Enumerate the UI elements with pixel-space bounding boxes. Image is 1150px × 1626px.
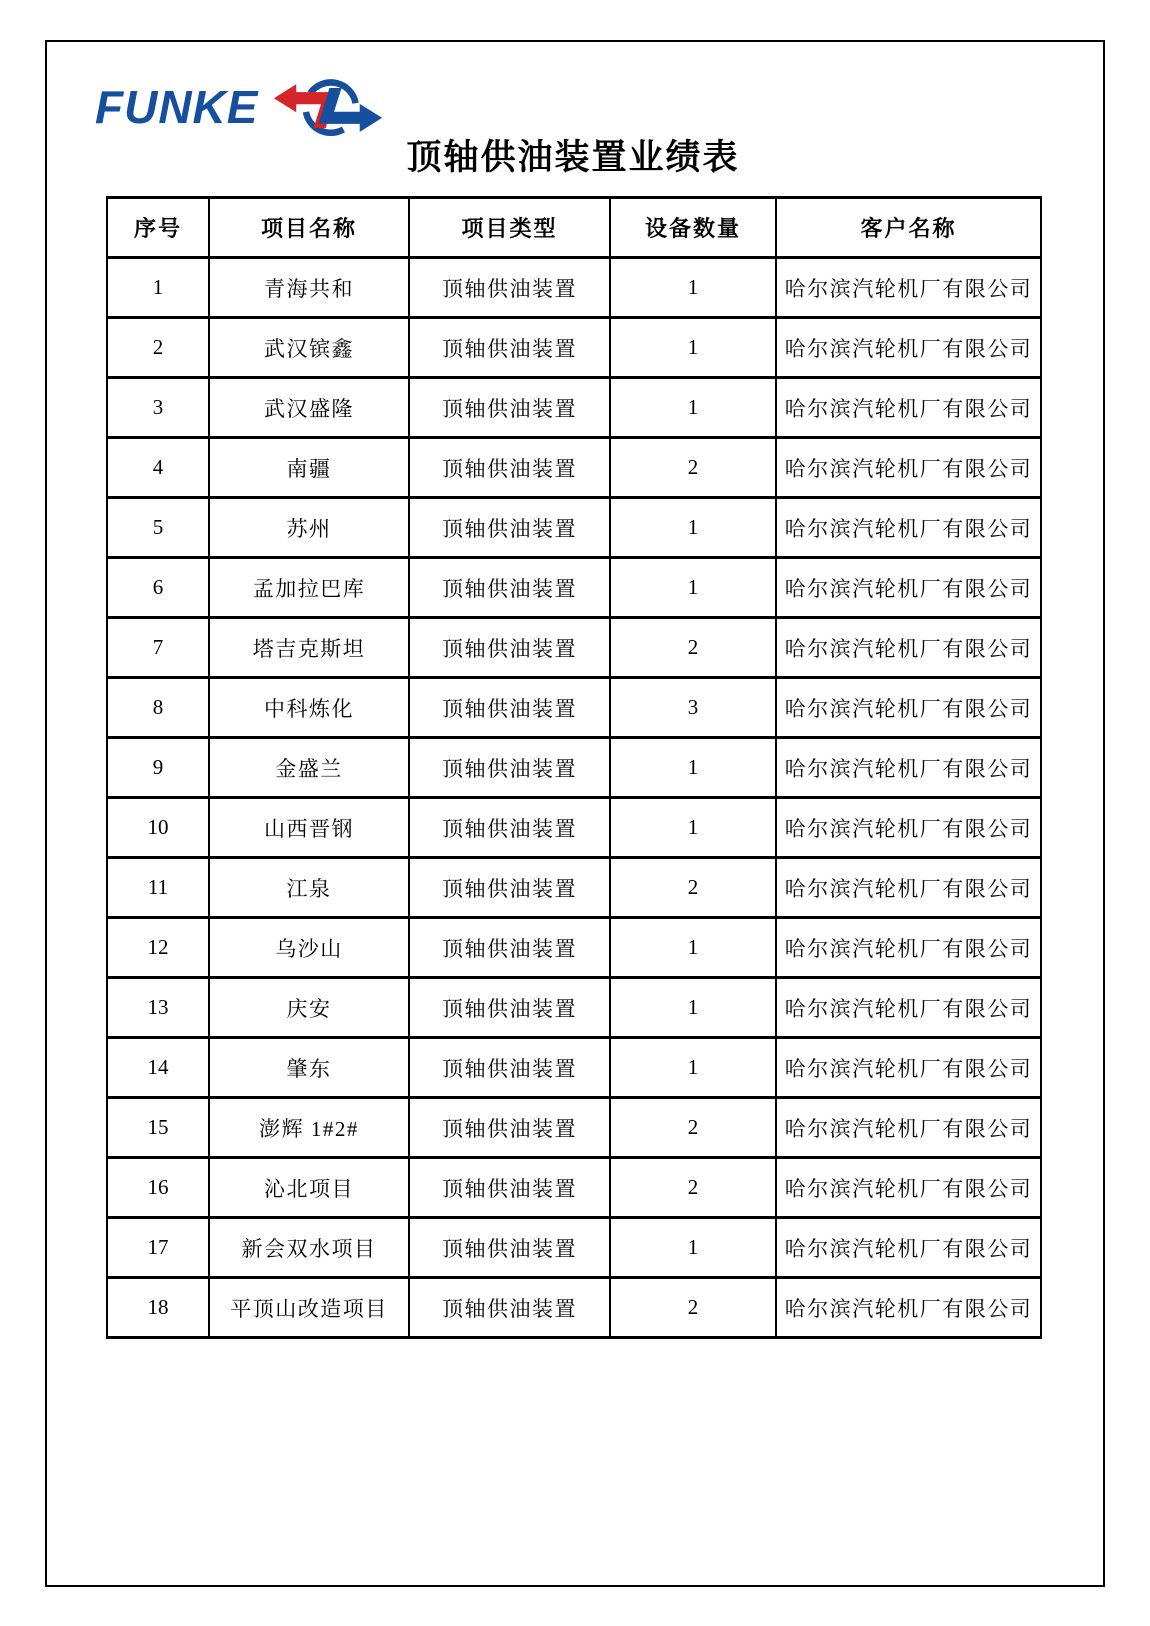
table-cell-customer-name: 哈尔滨汽轮机厂有限公司	[776, 738, 1041, 798]
table-cell-device-count: 1	[610, 498, 776, 558]
table-cell-customer-name: 哈尔滨汽轮机厂有限公司	[776, 1218, 1041, 1278]
table-cell-project-name: 中科炼化	[209, 678, 409, 738]
table-cell-index: 15	[107, 1098, 209, 1158]
table-cell-project-type: 顶轴供油装置	[409, 738, 610, 798]
funke-logo-icon	[272, 72, 384, 145]
table-cell-index: 6	[107, 558, 209, 618]
table-cell-device-count: 1	[610, 258, 776, 318]
table-cell-project-name: 肇东	[209, 1038, 409, 1098]
table-cell-project-type: 顶轴供油装置	[409, 1098, 610, 1158]
table-cell-project-type: 顶轴供油装置	[409, 378, 610, 438]
table-cell-device-count: 1	[610, 1038, 776, 1098]
table-cell-project-type: 顶轴供油装置	[409, 558, 610, 618]
table-cell-device-count: 2	[610, 438, 776, 498]
table-cell-index: 13	[107, 978, 209, 1038]
table-cell-customer-name: 哈尔滨汽轮机厂有限公司	[776, 918, 1041, 978]
table-cell-index: 17	[107, 1218, 209, 1278]
table-cell-project-name: 武汉盛隆	[209, 378, 409, 438]
table-cell-customer-name: 哈尔滨汽轮机厂有限公司	[776, 858, 1041, 918]
table-row	[107, 498, 1041, 558]
table-row	[107, 1158, 1041, 1218]
table-cell-device-count: 2	[610, 618, 776, 678]
table-row	[107, 378, 1041, 438]
table-cell-index: 7	[107, 618, 209, 678]
table-row	[107, 438, 1041, 498]
table-cell-device-count: 1	[610, 798, 776, 858]
table-cell-index: 8	[107, 678, 209, 738]
table-cell-project-name: 苏州	[209, 498, 409, 558]
table-cell-project-type: 顶轴供油装置	[409, 318, 610, 378]
table-row	[107, 978, 1041, 1038]
table-cell-index: 4	[107, 438, 209, 498]
table-row	[107, 858, 1041, 918]
table-row	[107, 318, 1041, 378]
table-cell-project-name: 庆安	[209, 978, 409, 1038]
table-cell-device-count: 2	[610, 1098, 776, 1158]
table-cell-project-type: 顶轴供油装置	[409, 678, 610, 738]
table-cell-project-name: 武汉镔鑫	[209, 318, 409, 378]
table-cell-project-name: 澎辉 1#2#	[209, 1098, 409, 1158]
table-cell-index: 14	[107, 1038, 209, 1098]
table-cell-customer-name: 哈尔滨汽轮机厂有限公司	[776, 1278, 1041, 1338]
table-cell-index: 11	[107, 858, 209, 918]
table-cell-index: 2	[107, 318, 209, 378]
table-cell-project-type: 顶轴供油装置	[409, 1158, 610, 1218]
table-cell-customer-name: 哈尔滨汽轮机厂有限公司	[776, 498, 1041, 558]
table-cell-customer-name: 哈尔滨汽轮机厂有限公司	[776, 318, 1041, 378]
table-cell-index: 10	[107, 798, 209, 858]
table-cell-device-count: 1	[610, 318, 776, 378]
table-cell-project-type: 顶轴供油装置	[409, 258, 610, 318]
performance-table	[106, 196, 1042, 1339]
table-cell-index: 3	[107, 378, 209, 438]
table-cell-device-count: 2	[610, 858, 776, 918]
table-cell-device-count: 1	[610, 918, 776, 978]
table-row	[107, 678, 1041, 738]
table-cell-index: 9	[107, 738, 209, 798]
table-header-project-name: 项目名称	[209, 198, 409, 258]
table-cell-project-name: 沁北项目	[209, 1158, 409, 1218]
table-cell-project-type: 顶轴供油装置	[409, 618, 610, 678]
table-cell-device-count: 1	[610, 1218, 776, 1278]
table-cell-project-type: 顶轴供油装置	[409, 858, 610, 918]
table-cell-device-count: 1	[610, 978, 776, 1038]
table-cell-project-type: 顶轴供油装置	[409, 918, 610, 978]
table-cell-index: 16	[107, 1158, 209, 1218]
table-cell-project-name: 山西晋钢	[209, 798, 409, 858]
table-cell-project-type: 顶轴供油装置	[409, 798, 610, 858]
table-cell-customer-name: 哈尔滨汽轮机厂有限公司	[776, 558, 1041, 618]
table-cell-device-count: 1	[610, 738, 776, 798]
table-cell-project-type: 顶轴供油装置	[409, 1218, 610, 1278]
table-cell-project-name: 金盛兰	[209, 738, 409, 798]
table-cell-customer-name: 哈尔滨汽轮机厂有限公司	[776, 678, 1041, 738]
table-cell-device-count: 3	[610, 678, 776, 738]
table-cell-customer-name: 哈尔滨汽轮机厂有限公司	[776, 798, 1041, 858]
table-cell-index: 18	[107, 1278, 209, 1338]
table-cell-project-type: 顶轴供油装置	[409, 498, 610, 558]
table-row	[107, 738, 1041, 798]
table-cell-index: 5	[107, 498, 209, 558]
table-cell-customer-name: 哈尔滨汽轮机厂有限公司	[776, 978, 1041, 1038]
table-cell-index: 12	[107, 918, 209, 978]
table-cell-project-type: 顶轴供油装置	[409, 438, 610, 498]
table-cell-device-count: 1	[610, 558, 776, 618]
table-cell-customer-name: 哈尔滨汽轮机厂有限公司	[776, 1038, 1041, 1098]
table-row	[107, 618, 1041, 678]
table-row	[107, 798, 1041, 858]
table-cell-index: 1	[107, 258, 209, 318]
table-header-row	[107, 198, 1041, 258]
table-header-customer-name: 客户名称	[776, 198, 1041, 258]
table-cell-project-name: 江泉	[209, 858, 409, 918]
funke-logo	[95, 72, 384, 145]
page-title: 顶轴供油装置业绩表	[406, 138, 740, 177]
table-cell-project-type: 顶轴供油装置	[409, 1278, 610, 1338]
table-cell-project-type: 顶轴供油装置	[409, 978, 610, 1038]
table-header-index: 序号	[107, 198, 209, 258]
table-cell-project-name: 乌沙山	[209, 918, 409, 978]
table-row	[107, 558, 1041, 618]
funke-logo-text: FUNKE	[95, 80, 259, 133]
table-row	[107, 1098, 1041, 1158]
table-cell-project-name: 青海共和	[209, 258, 409, 318]
table-row	[107, 1038, 1041, 1098]
table-cell-device-count: 1	[610, 378, 776, 438]
table-cell-customer-name: 哈尔滨汽轮机厂有限公司	[776, 1098, 1041, 1158]
table-row	[107, 918, 1041, 978]
table-cell-customer-name: 哈尔滨汽轮机厂有限公司	[776, 618, 1041, 678]
table-row	[107, 1278, 1041, 1338]
table-cell-device-count: 2	[610, 1158, 776, 1218]
table-header-project-type: 项目类型	[409, 198, 610, 258]
table-cell-project-type: 顶轴供油装置	[409, 1038, 610, 1098]
table-cell-customer-name: 哈尔滨汽轮机厂有限公司	[776, 1158, 1041, 1218]
table-cell-project-name: 平顶山改造项目	[209, 1278, 409, 1338]
table-cell-device-count: 2	[610, 1278, 776, 1338]
table-header-device-count: 设备数量	[610, 198, 776, 258]
table-cell-customer-name: 哈尔滨汽轮机厂有限公司	[776, 258, 1041, 318]
table-row	[107, 1218, 1041, 1278]
table-row	[107, 258, 1041, 318]
table-cell-project-name: 孟加拉巴库	[209, 558, 409, 618]
table-body	[107, 258, 1041, 1338]
table-cell-customer-name: 哈尔滨汽轮机厂有限公司	[776, 438, 1041, 498]
table-cell-project-name: 塔吉克斯坦	[209, 618, 409, 678]
table-cell-project-name: 南疆	[209, 438, 409, 498]
table-cell-project-name: 新会双水项目	[209, 1218, 409, 1278]
table-cell-customer-name: 哈尔滨汽轮机厂有限公司	[776, 378, 1041, 438]
